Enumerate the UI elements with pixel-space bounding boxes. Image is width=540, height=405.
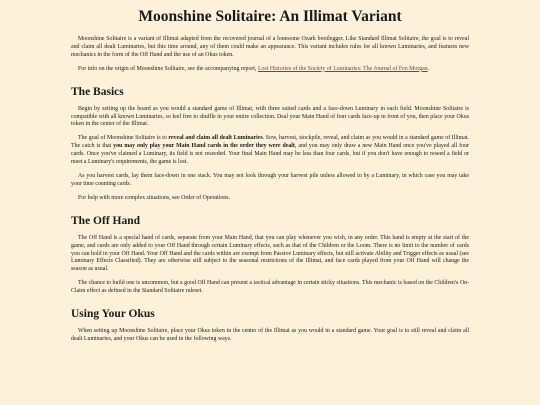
- offhand-paragraph-2: The chance to build one is uncommon, but a good Off Hand can present a tactical advantage in certain sticky situations. This mechanic is based on the Children's On-Claim effect as defined in the Standard Solitaire ruleset.: [71, 280, 469, 295]
- order-emphasis: you may only play your Main Hand cards in the order they were dealt: [113, 143, 295, 150]
- basics-paragraph-goal: [71, 135, 469, 167]
- page-title: Moonshine Solitaire: An Illimat Variant: [138, 8, 402, 25]
- basics-paragraph-harvest: As you harvest cards, lay them face-down in one stack. You may not look through your harvest pile unless allowed to by a Luminary, in which case you may take your time counting cards.: [71, 172, 469, 187]
- okus-heading: Using Your Okus: [71, 308, 155, 321]
- basics-paragraph-help: For help with more complex situations, see Order of Operations.: [78, 194, 230, 201]
- basics-heading: The Basics: [71, 85, 124, 98]
- origin-paragraph: [71, 66, 469, 74]
- basics-paragraph-setup: Begin by setting up the board as you would a standard game of Illimat, with three suited cards and a face-down Luminary in each field. Moonshine Solitaire is compatible with all known Luminaries, so feel free to shuffle in your entire collection. Deal your Main Hand of four cards face-up in front of you, then place your Okus token in the center of the Illimat.: [71, 105, 469, 128]
- goal-text-3: , and you may only draw a new Main Hand once you've played all four cards. Once you've claimed a Luminary, its field is not reseeded. Your final Main Hand may be less than four cards, but if you don't have enough to reseed a field or meet a Luminary's requirements, the game is lost.: [71, 143, 469, 166]
- okus-paragraph-1: When setting up Moonshine Solitaire, place your Okus token in the center of the Illimat as you would in a standard game. Your goal is to still reveal and claim all dealt Luminaries, and your Okus can be used in the following ways.: [71, 328, 469, 342]
- offhand-heading: The Off Hand: [71, 214, 141, 227]
- journal-report-link[interactable]: Lost Histories of the Society of Luminaries: The Journal of Fen Morgan: [257, 65, 428, 72]
- intro-paragraph: Moonshine Solitaire is a variant of Illimat adapted from the recovered journal of a lonesome Ozark bootlegger. Like Standard Illimat Solitaire, the goal is to reveal and claim all dealt Luminaries, but this time around, any of them could make an appearance. This variant includes rules for all known Luminaries, and features new mechanics in the form of the Off Hand and the use of an Okus token.: [71, 36, 469, 58]
- goal-emphasis: reveal and claim all dealt Luminaries: [168, 135, 263, 142]
- article: [71, 0, 469, 344]
- goal-text-2: . Sow, harvest, stockpile, reveal, and claim as you would in a standard game of Illimat. The catch is that: [71, 135, 469, 150]
- goal-text: The goal of Moonshine Solitaire is to: [78, 135, 169, 142]
- offhand-paragraph-1: The Off Hand is a special hand of cards, separate from your Main Hand, that you can play whenever you wish, in any order. This hand is empty at the start of the game, and cards are only added to your Off Hand through certain Luminary effects, such as that of the Children or the Loom. There is no limit to the number of cards you can hold in your Off Hand. Your Off Hand and the cards within are exempt from Passive Luminary effects, but still activate Ability and Trigger effects as usual (see Luminary Effects Classified). They are otherwise still subject to the seasonal restrictions of the Illimat, and face cards played from your Off Hand will change the season as usual.: [71, 234, 469, 273]
- origin-text: For info on the origin of Moonshine Solitaire, see the accompanying report,: [78, 65, 258, 72]
- origin-text-end: .: [427, 65, 430, 72]
